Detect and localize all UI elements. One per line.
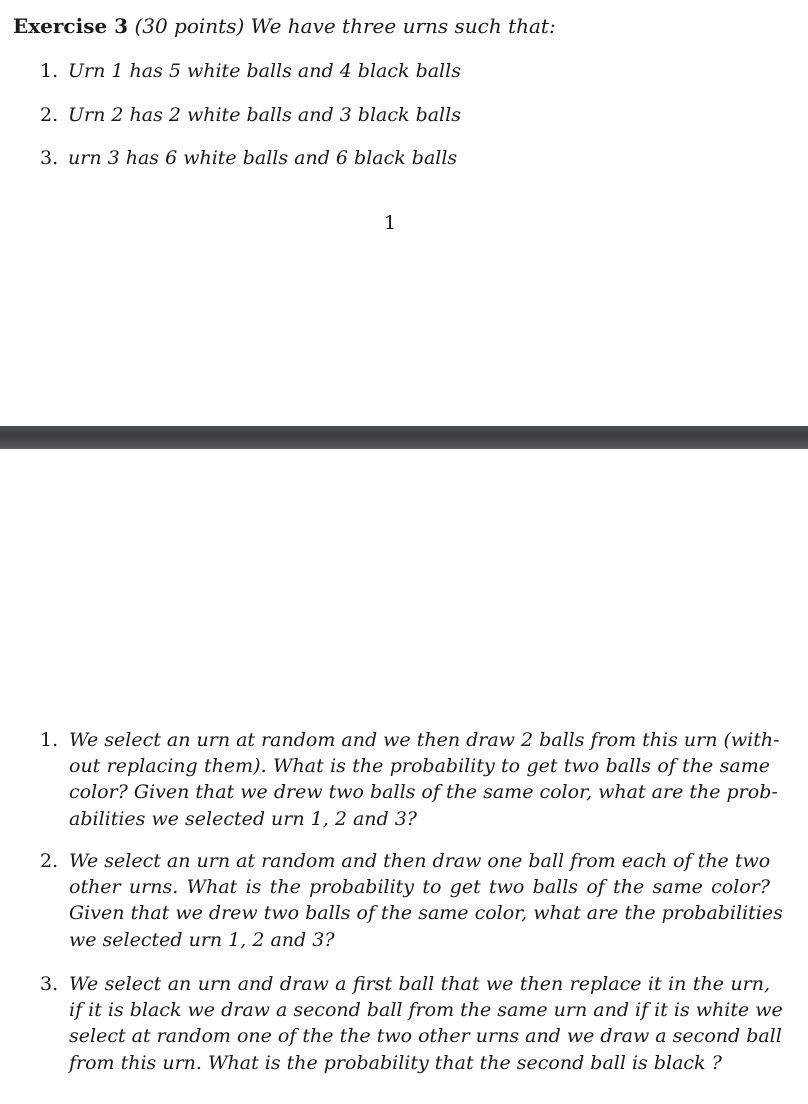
urn-item-text: urn 3 has 6 white balls and 6 black balls <box>68 147 458 169</box>
page-1 <box>0 0 808 426</box>
urn-item-text: Urn 1 has 5 white balls and 4 black balls <box>68 60 461 82</box>
question-line: color? Given that we drew two balls of the same color, what are the prob- <box>69 781 778 804</box>
urn-item-3 <box>40 145 457 171</box>
exercise-heading <box>13 12 556 40</box>
exercise-label: Exercise 3 <box>13 14 129 38</box>
question-number: 1. <box>40 729 59 751</box>
question-line: We select an urn and draw a first ball that we then replace it in the urn, <box>69 973 770 995</box>
question-line: from this urn. What is the probability that the second ball is black ? <box>69 1051 722 1074</box>
question-line: abilities we selected urn 1, 2 and 3? <box>69 807 417 830</box>
question-line: select at random one of the the two other urns and we draw a second ball <box>69 1025 782 1048</box>
question-line: out replacing them). What is the probability to get two balls of the same <box>69 755 770 778</box>
question-line: We select an urn at random and we then draw 2 balls from this urn (with- <box>69 729 780 751</box>
urn-item-number: 2. <box>40 104 59 126</box>
question-3 <box>40 971 783 1076</box>
exercise-intro: We have three urns such that: <box>250 14 556 38</box>
urn-item-1 <box>40 58 461 84</box>
urn-item-number: 1. <box>40 60 59 82</box>
question-line: we selected urn 1, 2 and 3? <box>69 928 335 951</box>
question-line: We select an urn at random and then draw one ball from each of the two <box>69 850 771 872</box>
urn-item-number: 3. <box>40 147 59 169</box>
question-line: Given that we drew two balls of the same color, what are the probabilities <box>69 902 783 925</box>
question-line: if it is black we draw a second ball from the same urn and if it is white we <box>69 999 783 1022</box>
question-line: other urns. What is the probability to get two balls of the same color? <box>69 876 770 899</box>
urn-item-text: Urn 2 has 2 white balls and 3 black balls <box>68 104 461 126</box>
page-separator <box>0 426 808 449</box>
question-number: 3. <box>40 973 59 995</box>
exercise-points: (30 points) <box>134 14 245 38</box>
question-number: 2. <box>40 850 59 872</box>
page-number: 1 <box>384 212 397 234</box>
urn-item-2 <box>40 102 461 128</box>
question-2 <box>40 848 783 953</box>
question-1 <box>40 727 780 832</box>
